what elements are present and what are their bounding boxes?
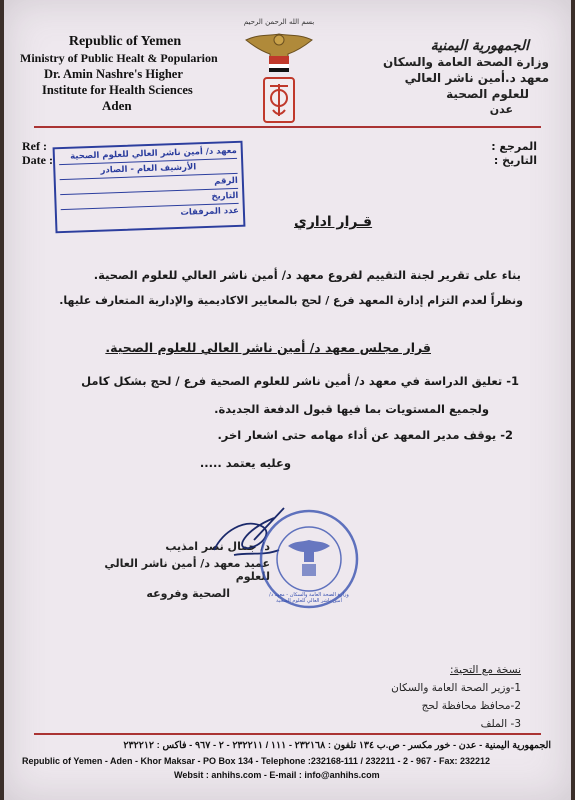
header-en-line-4: Institute for Health Sciences (42, 83, 193, 97)
header-en-line-3: Dr. Amin Nashre's Higher (44, 67, 183, 81)
date-label: Date : (22, 153, 53, 167)
footer-web: Websit : anhihs.com - E-mail : info@anhihs.com (174, 770, 380, 780)
stamp-ring-text: وزارة الصحة العامة والسكان - معهد د/ أمين ناشر العالي للعلوم الصحية (269, 592, 349, 604)
body-paragraph-2: ونظراً لعدم التزام إدارة المعهد فرع / لحج بالمعايير الاكاديمية والإدارية المتعارف عليها. (59, 294, 523, 307)
signer-title-line-1: عميد معهد د/ أمين ناشر العالي للعلوم (104, 557, 270, 583)
copies-block (321, 664, 521, 730)
footer-arabic: الجمهورية اليمنية - عدن - خور مكسر - ص.ب ١٣٤ تلفون : ٢٣٢١٦٨ - ١١١ / ٢٣٢٢١١ - ٢ - ٩٦٧ - فاكس : ٢٣٢٢١٢ (123, 740, 551, 751)
date-label-ar: التاريخ : (493, 154, 537, 167)
received-stamp-line-2: الأرشيف العام - الصادر (59, 159, 237, 180)
header-en-line-5: Aden (102, 98, 132, 113)
header-english (20, 34, 230, 114)
header-divider (34, 126, 541, 128)
ref-label-ar: المرجع : (491, 140, 537, 153)
signer-title-line-2: الصحية وفروعه (146, 587, 230, 600)
received-stamp-line-1: معهد د/ أمين ناشر العالي للعلوم الصحية (59, 146, 237, 165)
document-title: قـرار اداري (294, 214, 373, 230)
decision-item-1a: 1- تعليق الدراسة في معهد د/ أمين ناشر للعلوم الصحية فرع / لحج بشكل كامل (81, 374, 519, 388)
document-page (4, 0, 571, 800)
footer-english: Republic of Yemen - Aden - Khor Maksar - PO Box 134 - Telephone :232168-111 / 232211 - 2 - 967 - Fax: 232212 (22, 756, 491, 766)
footer-divider (34, 733, 541, 735)
copies-heading: نسخة مع التحية: (450, 664, 521, 676)
official-round-stamp (258, 508, 360, 610)
header-ar-line-2: وزارة الصحة العامة والسكان (383, 55, 549, 69)
header-en-line-1: Republic of Yemen (68, 34, 182, 49)
header-ar-line-4: للعلوم الصحية (446, 87, 529, 101)
copies-item-3: 3- الملف (480, 718, 521, 730)
emblem-caption: بسم الله الرحمن الرحيم (243, 18, 315, 26)
header-ar-line-3: معهد د.أمين ناشر العالي (404, 71, 549, 85)
header-en-line-2: Ministry of Public Healt & Popularion (20, 51, 218, 65)
ref-label: Ref : (22, 139, 47, 153)
received-stamp-line-3: الرقم (60, 174, 238, 195)
decision-item-1b: ولجميع المستويات بما فيها قبول الدفعة الجديدة. (214, 402, 489, 416)
header-ar-line-5: عدن (489, 103, 513, 116)
received-stamp-line-5: عدد المرفقات (180, 205, 240, 218)
header-ar-line-1: الجمهورية اليمنية (430, 38, 529, 54)
body-paragraph-1: بناء على تقرير لجنة التقييم لفروع معهد د/ أمين ناشر العالي للعلوم الصحية. (93, 268, 521, 282)
closing-line: وعليه يعتمد ..... (199, 456, 291, 470)
copies-item-1: 1-وزير الصحة العامة والسكان (391, 682, 521, 694)
eagle-emblem-icon (240, 26, 318, 130)
copies-item-2: 2-محافظ محافظة لحج (421, 700, 521, 712)
yemen-emblem-logo (240, 18, 318, 130)
received-stamp (53, 141, 246, 234)
signer-name: د/ جمال نصر امذيب (165, 540, 270, 553)
received-stamp-line-4: التاريخ (60, 189, 238, 210)
header-arabic (349, 38, 549, 118)
decision-heading: قرار مجلس معهد د/ أمين ناشر العالي للعلوم الصحية. (105, 340, 431, 355)
decision-item-2: 2- يوقف مدير المعهد عن أداء مهامه حتى اشعار اخر. (217, 428, 513, 442)
